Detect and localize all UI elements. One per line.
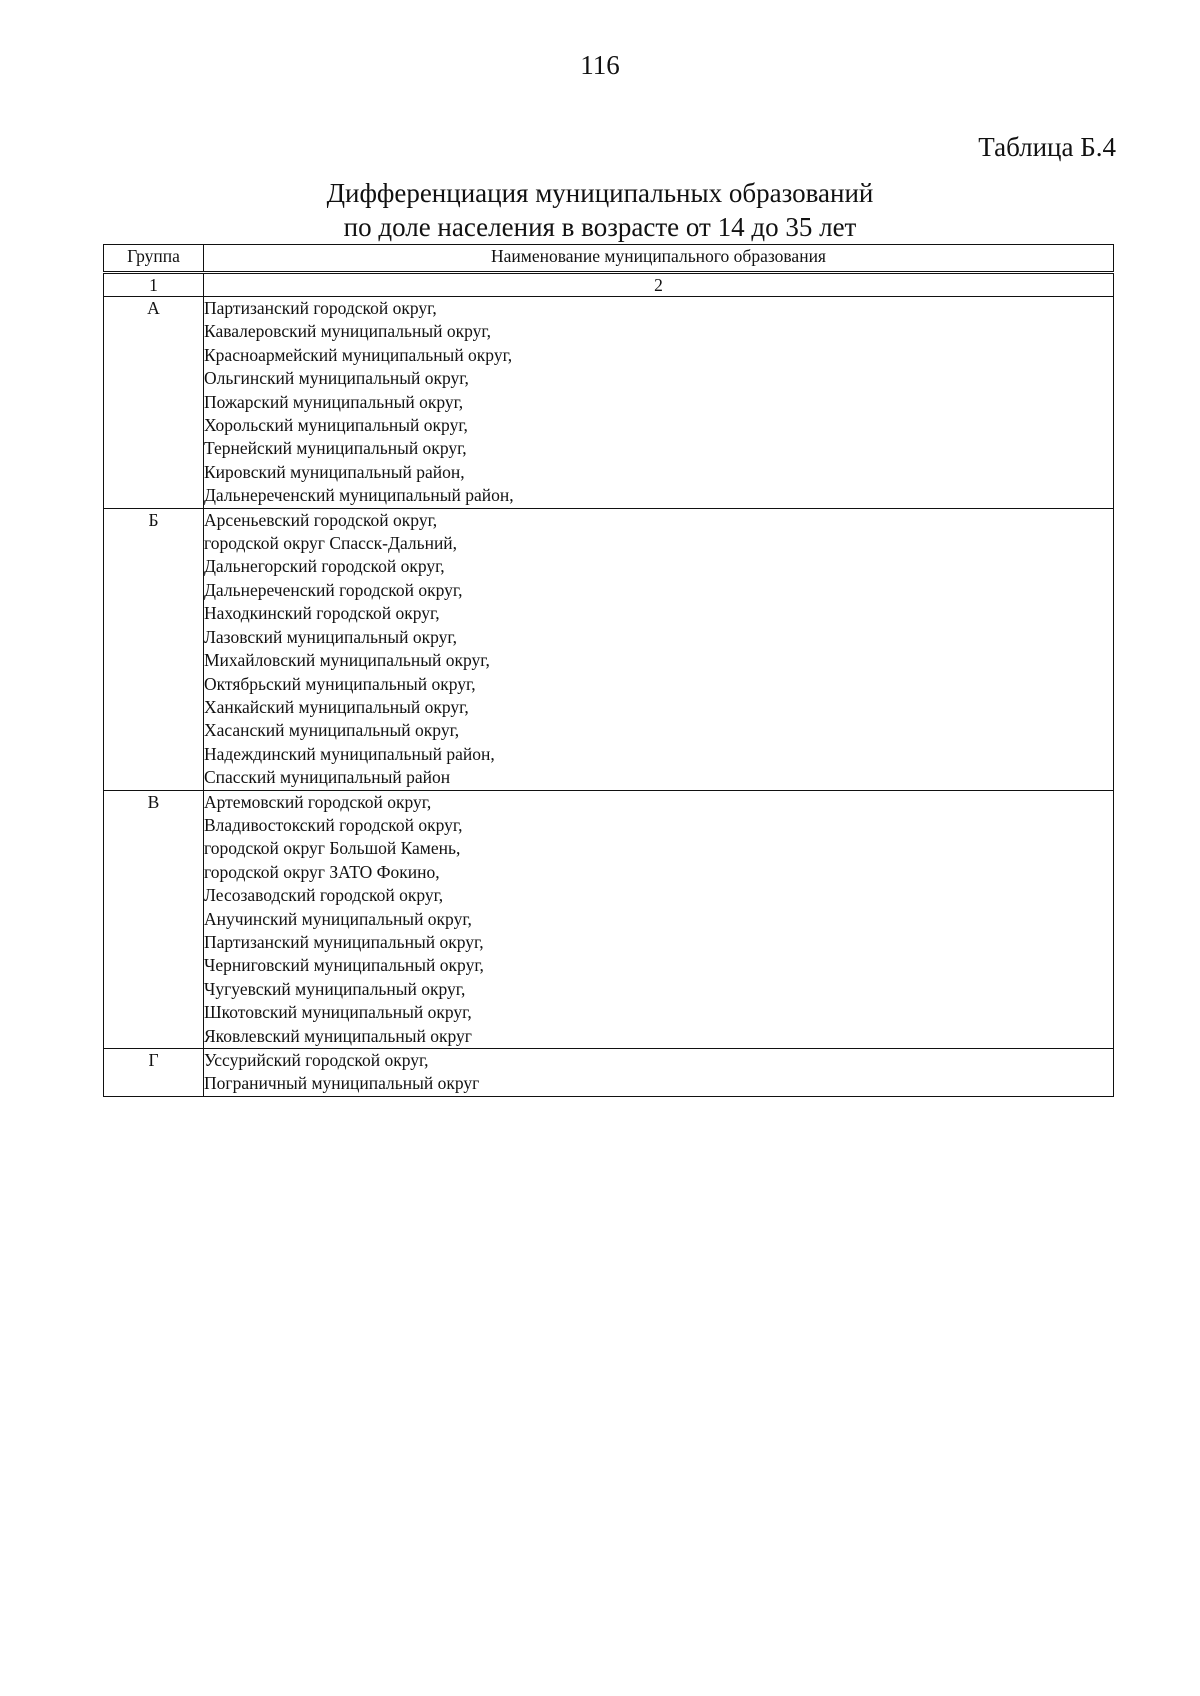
municipality-name: Михайловский муниципальный округ,: [204, 650, 490, 671]
group-cell: Б: [104, 508, 204, 790]
table-row: [104, 508, 1114, 790]
municipality-name: Чугуевский муниципальный округ,: [204, 978, 466, 999]
group-cell: Г: [104, 1049, 204, 1097]
municipality-name: Пограничный муниципальный округ: [204, 1073, 480, 1094]
table-row: [104, 1049, 1114, 1097]
municipality-name: Владивостокский городской округ,: [204, 814, 463, 835]
title-line: Дифференциация муниципальных образований: [326, 178, 874, 208]
document-title: [0, 176, 1200, 244]
municipality-name: Яковлевский муниципальный округ: [204, 1025, 472, 1046]
municipality-name: Дальнереченский городской округ,: [204, 579, 463, 600]
municipality-name: Красноармейский муниципальный округ,: [204, 344, 513, 365]
municipality-name: Ольгинский муниципальный округ,: [204, 368, 469, 389]
page-number: 116: [580, 50, 620, 80]
municipality-name: Ханкайский муниципальный округ,: [204, 696, 469, 717]
municipality-name: Тернейский муниципальный округ,: [204, 438, 467, 459]
group-cell: В: [104, 790, 204, 1048]
municipalities-table: [103, 244, 1114, 1097]
header-row: [104, 245, 1114, 273]
municipality-name: Дальнереченский муниципальный район,: [204, 485, 514, 506]
names-cell: [204, 297, 1114, 509]
municipality-name: Кировский муниципальный район,: [204, 461, 465, 482]
municipality-name: Спасский муниципальный район: [204, 767, 451, 788]
municipality-name: городской округ ЗАТО Фокино,: [204, 861, 440, 882]
municipality-name: Арсеньевский городской округ,: [204, 509, 438, 530]
municipality-name: Лесозаводский городской округ,: [204, 885, 444, 906]
column-number: 2: [204, 273, 1114, 297]
table-label: Таблица Б.4: [978, 132, 1116, 162]
municipality-name: Черниговский муниципальный округ,: [204, 955, 484, 976]
column-number-row: [104, 273, 1114, 297]
title-line: по доле населения в возрасте от 14 до 35 лет: [343, 212, 857, 242]
municipality-name: городской округ Большой Камень,: [204, 838, 461, 859]
municipality-name: Партизанский городской округ,: [204, 298, 437, 318]
municipality-name: Находкинский городской округ,: [204, 603, 440, 624]
municipality-name: Хасанский муниципальный округ,: [204, 720, 460, 741]
municipality-name: Хорольский муниципальный округ,: [204, 415, 468, 436]
municipality-name: Надеждинский муниципальный район,: [204, 743, 495, 764]
municipality-name: Кавалеровский муниципальный округ,: [204, 321, 491, 342]
municipality-name: Уссурийский городской округ,: [204, 1050, 429, 1070]
names-cell: [204, 508, 1114, 790]
table-row: [104, 790, 1114, 1048]
municipality-name: Анучинский муниципальный округ,: [204, 908, 472, 929]
names-cell: [204, 790, 1114, 1048]
municipality-name: Пожарский муниципальный округ,: [204, 391, 464, 412]
names-cell: [204, 1049, 1114, 1097]
municipality-name: Партизанский муниципальный округ,: [204, 931, 484, 952]
column-number: 1: [104, 273, 204, 297]
municipality-name: Артемовский городской округ,: [204, 791, 432, 812]
header-name: Наименование муниципального образования: [204, 245, 1114, 273]
group-cell: А: [104, 297, 204, 509]
municipality-name: Дальнегорский городской округ,: [204, 556, 445, 577]
header-group: Группа: [104, 245, 204, 273]
municipality-name: Октябрьский муниципальный округ,: [204, 673, 476, 694]
municipality-name: Лазовский муниципальный округ,: [204, 626, 457, 647]
table-row: [104, 297, 1114, 509]
municipality-name: городской округ Спасск-Дальний,: [204, 533, 458, 554]
municipality-name: Шкотовский муниципальный округ,: [204, 1002, 472, 1023]
